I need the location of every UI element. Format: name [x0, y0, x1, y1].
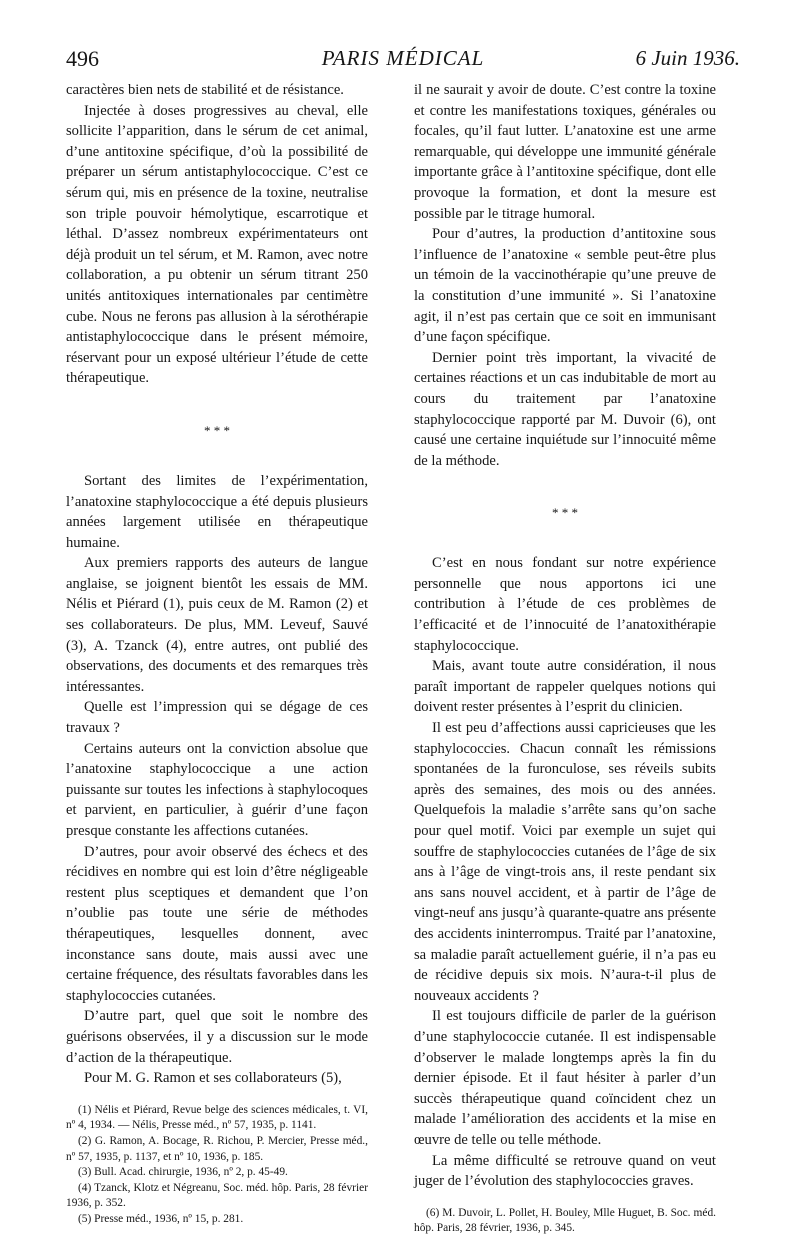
- page-header: [66, 46, 740, 76]
- paragraph: Il est peu d’affections aussi capricieuses que les staphylococcies. Chacun connaît les rémissions spontanées de la furonculose, ses réveils subits après des semaines, des mois ou des années. Quelquefois la maladie s’arrête sans qu’on sache pour quel motif. Voici par exemple un sujet qui souffre de staphylococcies cutanées de l’âge de six ans à l’âge de vingt-trois ans, il reste pendant six ans sans nouvel accident, et à partir de l’âge de vingt-neuf ans jusqu’à quarante-quatre ans présente des accidents ininterrompus. Traité par l’anatoxine, sa maladie paraît actuellement guérie, il n’a pas eu de récidive depuis six mois. N’aura-t-il plus de nouveaux accidents ?: [414, 720, 716, 1004]
- paragraph: Dernier point très important, la vivacité de certaines réactions et un cas indubitable de mort au cours du traitement par l’anatoxine staphylococcique rapporté par M. Duvoir (6), ont causé une certaine inquiétude sur l’innocuité même de la méthode.: [414, 349, 716, 469]
- left-column: [66, 80, 368, 1227]
- paragraph: Pour M. G. Ramon et ses collaborateurs (5),: [84, 1070, 342, 1087]
- paragraph: Aux premiers rapports des auteurs de langue anglaise, se joignent bientôt les essais de MM. Nélis et Piérard (1), puis ceux de M. Ramon (2) et ses collaborateurs. De plus, MM. Leveuf, Sauvé (3), A. Tzanck (4), entre autres, ont publié des observations, des documents et des remarques très intéressantes.: [66, 555, 368, 695]
- paragraph: D’autre part, quel que soit le nombre des guérisons observées, il y a discussion sur le mode d’action de la thérapeutique.: [66, 1008, 368, 1066]
- section-separator: [66, 403, 368, 457]
- journal-title: PARIS MÉDICAL: [321, 46, 485, 70]
- footnotes: [66, 1103, 368, 1228]
- paragraph: Mais, avant toute autre considération, il nous paraît important de rappeler quelques notions qui doivent rester présentes à l’esprit du clinicien.: [414, 658, 716, 716]
- footnote: (6) M. Duvoir, L. Pollet, H. Bouley, Mlle Huguet, B. Soc. méd. hôp. Paris, 28 février, 1936, p. 345.: [414, 1206, 716, 1235]
- section-separator: [414, 485, 716, 539]
- right-column: [414, 80, 716, 1237]
- paragraph: Sortant des limites de l’expérimentation, l’anatoxine staphylococcique a été depuis plusieurs années largement utilisée en thérapeutique humaine.: [66, 472, 368, 551]
- paragraph: Pour d’autres, la production d’antitoxine sous l’influence de l’anatoxine « semble peut-être plus un témoin de la vaccinothérapie qu’une preuve de la constitution d’une immunité ». Si l’anatoxine agit, il n’est pas certain que ce soit en immunisant d’une façon spécifique.: [414, 226, 716, 346]
- paragraph: La même difficulté se retrouve quand on veut juger de l’évolution des staphylococcies graves.: [414, 1152, 716, 1190]
- footnote: (2) G. Ramon, A. Bocage, R. Richou, P. Mercier, Presse méd., nº 57, 1935, p. 1137, et nº 10, 1936, p. 185.: [66, 1134, 368, 1163]
- footnote: (1) Nélis et Piérard, Revue belge des sciences médicales, t. VI, nº 4, 1934. — Nélis, Presse méd., nº 57, 1935, p. 1141.: [66, 1103, 368, 1132]
- paragraph: Il est toujours difficile de parler de la guérison d’une staphylococcie cutanée. Il est indispensable d’observer le malade longtemps après la fin du dernier épisode. Et il faut hésiter à parler d’un succès thérapeutique quand coïncident chez un malade l’amélioration des accidents et la mise en œuvre de telle ou telle méthode.: [414, 1008, 716, 1148]
- paragraph: C’est en nous fondant sur notre expérience personnelle que nous apportons ici une contribution à l’étude de ces problèmes de l’efficacité et de l’innocuité de l’anatoxithérapie staphylococcique.: [414, 555, 716, 654]
- footnote: (5) Presse méd., 1936, nº 15, p. 281.: [78, 1212, 244, 1225]
- asterism-text: * * *: [552, 505, 578, 521]
- footnote: (4) Tzanck, Klotz et Négreanu, Soc. méd. hôp. Paris, 28 février 1936, p. 352.: [66, 1181, 368, 1210]
- footnotes: [414, 1206, 716, 1237]
- paragraph: D’autres, pour avoir observé des échecs et des récidives en nombre qui est loin d’être négligeable restent plus sceptiques et demandent que l’on n’oublie pas toute une série de méthodes thérapeutiques, lesquelles donnent, avec inconstance sans doute, mais aussi avec une certaine fréquence, des résultats favorables dans les staphylococcies cutanées.: [66, 843, 368, 1004]
- paragraph: Quelle est l’impression qui se dégage de ces travaux ?: [66, 699, 368, 737]
- paragraph: il ne saurait y avoir de doute. C’est contre la toxine et contre les manifestations toxiques, générales ou focales, qu’il faut lutter. L’anatoxine est une arme remarquable, qui développe une immunité générale importante grâce à l’antitoxine spécifique, dont elle provoque la formation, et dont la mesure est possible par le titrage humoral.: [414, 82, 716, 222]
- asterism-text: * * *: [204, 422, 230, 438]
- paragraph: Injectée à doses progressives au cheval, elle sollicite l’apparition, dans le sérum de cet animal, d’une antitoxine spécifique, d’où la possibilité de préparer un sérum antistaphylococcique. C’est ce sérum qui, mis en présence de la toxine, neutralise son triple pouvoir hémolytique, escarrotique et léthal. D’assez nombreux expérimentateurs ont déjà produit un tel sérum, et M. Ramon, avec notre collaboration, a pu obtenir un sérum titrant 250 unités antitoxiques internationales par centimètre cube. Nous ne ferons pas allusion à la sérothérapie antistaphylococcique dans le présent mémoire, réservant pour un exposé ultérieur l’étude de cette thérapeutique.: [66, 102, 368, 387]
- footnote: (3) Bull. Acad. chirurgie, 1936, nº 2, p. 45-49.: [78, 1166, 288, 1179]
- page-number: 496: [66, 46, 99, 71]
- paragraph: caractères bien nets de stabilité et de résistance.: [66, 82, 344, 98]
- issue-date: 6 Juin 1936.: [635, 46, 740, 70]
- paragraph: Certains auteurs ont la conviction absolue que l’anatoxine staphylococcique a une action puissante sur toutes les infections à staphylocoques et parvient, en particulier, à guérir d’une façon presque constante les affections cutanées.: [66, 740, 368, 839]
